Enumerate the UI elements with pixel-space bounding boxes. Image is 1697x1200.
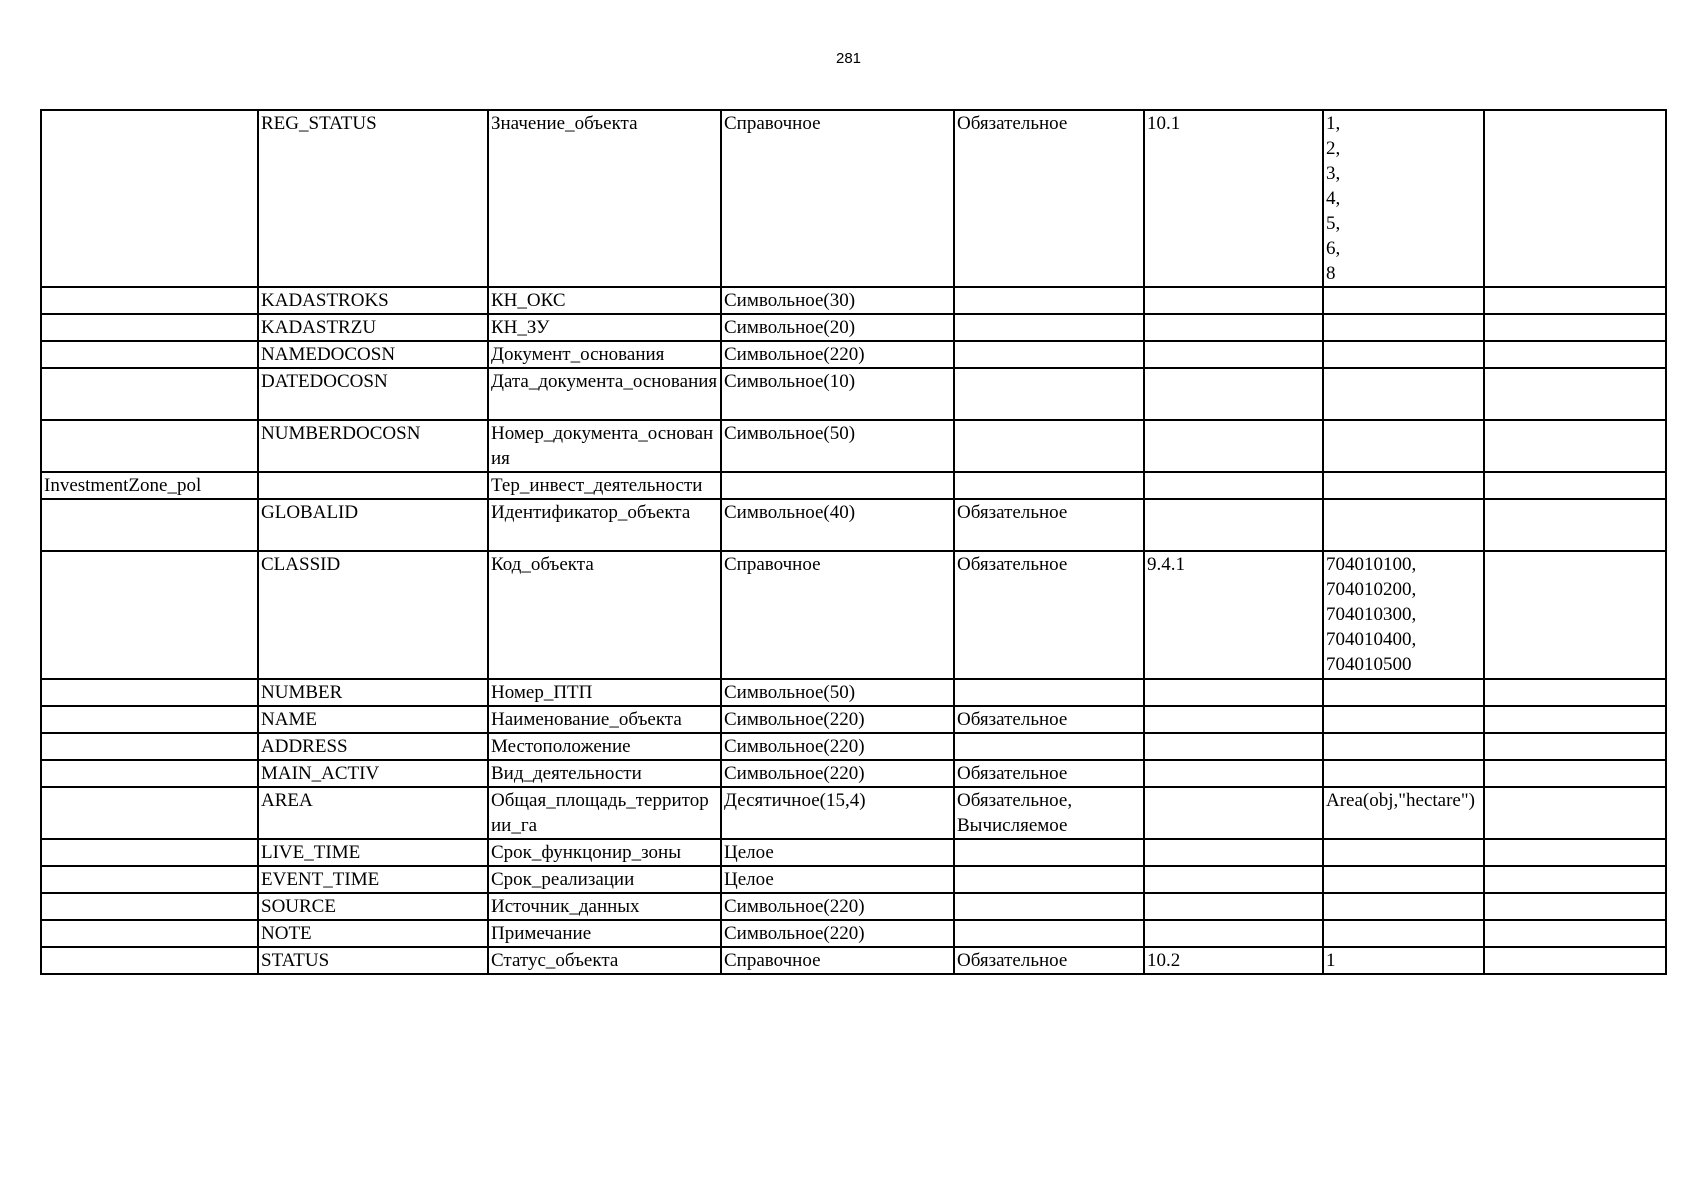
field-alias-cell: Дата_документа_основания (488, 368, 721, 420)
field-alias-cell: Примечание (488, 920, 721, 947)
required-cell: Обязательное (954, 706, 1144, 733)
reference-cell (1144, 760, 1323, 787)
field-alias-cell: КН_ОКС (488, 287, 721, 314)
field-name-cell: LIVE_TIME (258, 839, 488, 866)
field-type-cell: Символьное(50) (721, 679, 954, 706)
notes-cell (1484, 866, 1666, 893)
values-cell: 704010100, 704010200, 704010300, 704010400, 704010500 (1323, 551, 1484, 679)
notes-cell (1484, 947, 1666, 974)
values-cell: Area(obj,"hectare") (1323, 787, 1484, 839)
field-alias-cell: Номер_документа_основания (488, 420, 721, 472)
layer-name-cell (41, 947, 258, 974)
field-type-cell: Символьное(30) (721, 287, 954, 314)
reference-cell (1144, 679, 1323, 706)
values-cell (1323, 368, 1484, 420)
required-cell (954, 893, 1144, 920)
layer-name-cell (41, 787, 258, 839)
field-name-cell: NAMEDOCOSN (258, 341, 488, 368)
values-cell (1323, 341, 1484, 368)
reference-cell (1144, 499, 1323, 551)
required-cell: Обязательное (954, 110, 1144, 287)
values-cell (1323, 839, 1484, 866)
field-name-cell: REG_STATUS (258, 110, 488, 287)
values-cell: 1 (1323, 947, 1484, 974)
field-name-cell: STATUS (258, 947, 488, 974)
field-type-cell: Символьное(50) (721, 420, 954, 472)
field-type-cell: Символьное(20) (721, 314, 954, 341)
notes-cell (1484, 787, 1666, 839)
table-row (41, 787, 1666, 839)
layer-name-cell (41, 733, 258, 760)
field-type-cell: Символьное(220) (721, 733, 954, 760)
field-type-cell: Десятичное(15,4) (721, 787, 954, 839)
table-row (41, 920, 1666, 947)
values-cell (1323, 287, 1484, 314)
field-alias-cell: Местоположение (488, 733, 721, 760)
field-alias-cell: Наименование_объекта (488, 706, 721, 733)
field-name-cell: KADASTRZU (258, 314, 488, 341)
notes-cell (1484, 420, 1666, 472)
field-alias-cell: Общая_площадь_территории_га (488, 787, 721, 839)
reference-cell (1144, 787, 1323, 839)
field-name-cell: SOURCE (258, 893, 488, 920)
layer-name-cell (41, 551, 258, 679)
required-cell (954, 733, 1144, 760)
field-alias-cell: Источник_данных (488, 893, 721, 920)
required-cell: Обязательное (954, 499, 1144, 551)
values-cell (1323, 866, 1484, 893)
required-cell (954, 472, 1144, 499)
values-cell (1323, 314, 1484, 341)
notes-cell (1484, 110, 1666, 287)
reference-cell (1144, 866, 1323, 893)
field-type-cell: Целое (721, 866, 954, 893)
notes-cell (1484, 341, 1666, 368)
layer-name-cell (41, 679, 258, 706)
values-cell (1323, 920, 1484, 947)
layer-name-cell (41, 499, 258, 551)
notes-cell (1484, 760, 1666, 787)
values-cell (1323, 679, 1484, 706)
layer-name-cell (41, 287, 258, 314)
notes-cell (1484, 733, 1666, 760)
table-row (41, 733, 1666, 760)
values-cell: 1, 2, 3, 4, 5, 6, 8 (1323, 110, 1484, 287)
table-row (41, 551, 1666, 679)
required-cell (954, 920, 1144, 947)
values-cell (1323, 893, 1484, 920)
reference-cell (1144, 341, 1323, 368)
table-row (41, 947, 1666, 974)
table-row (41, 679, 1666, 706)
layer-name-cell (41, 839, 258, 866)
table-row (41, 287, 1666, 314)
reference-cell (1144, 287, 1323, 314)
required-cell (954, 679, 1144, 706)
table-row (41, 499, 1666, 551)
field-type-cell: Символьное(220) (721, 341, 954, 368)
values-cell (1323, 733, 1484, 760)
table-row (41, 341, 1666, 368)
table-row (41, 110, 1666, 287)
required-cell (954, 368, 1144, 420)
field-name-cell: DATEDOCOSN (258, 368, 488, 420)
notes-cell (1484, 314, 1666, 341)
field-alias-cell: Код_объекта (488, 551, 721, 679)
field-name-cell: GLOBALID (258, 499, 488, 551)
layer-name-cell (41, 920, 258, 947)
reference-cell (1144, 472, 1323, 499)
notes-cell (1484, 839, 1666, 866)
table-row (41, 420, 1666, 472)
field-alias-cell: Значение_объекта (488, 110, 721, 287)
field-name-cell: MAIN_ACTIV (258, 760, 488, 787)
field-name-cell (258, 472, 488, 499)
layer-name-cell (41, 341, 258, 368)
table-row (41, 472, 1666, 499)
field-type-cell: Справочное (721, 947, 954, 974)
field-name-cell: CLASSID (258, 551, 488, 679)
field-alias-cell: Вид_деятельности (488, 760, 721, 787)
table-row (41, 893, 1666, 920)
reference-cell: 9.4.1 (1144, 551, 1323, 679)
field-type-cell: Символьное(40) (721, 499, 954, 551)
field-alias-cell: Статус_объекта (488, 947, 721, 974)
notes-cell (1484, 920, 1666, 947)
reference-cell: 10.1 (1144, 110, 1323, 287)
table-row (41, 706, 1666, 733)
field-name-cell: AREA (258, 787, 488, 839)
values-cell (1323, 499, 1484, 551)
field-alias-cell: Тер_инвест_деятельности (488, 472, 721, 499)
field-alias-cell: Срок_функцонир_зоны (488, 839, 721, 866)
reference-cell (1144, 920, 1323, 947)
layer-name-cell (41, 314, 258, 341)
required-cell (954, 341, 1144, 368)
required-cell (954, 866, 1144, 893)
field-name-cell: NAME (258, 706, 488, 733)
values-cell (1323, 760, 1484, 787)
required-cell: Обязательное (954, 760, 1144, 787)
field-type-cell: Символьное(220) (721, 760, 954, 787)
reference-cell (1144, 314, 1323, 341)
field-name-cell: ADDRESS (258, 733, 488, 760)
layer-name-cell (41, 893, 258, 920)
attribute-table (40, 109, 1667, 975)
field-type-cell (721, 472, 954, 499)
page-number: 281 (835, 50, 862, 67)
layer-name-cell (41, 760, 258, 787)
notes-cell (1484, 368, 1666, 420)
reference-cell (1144, 839, 1323, 866)
field-type-cell: Символьное(220) (721, 893, 954, 920)
values-cell (1323, 420, 1484, 472)
reference-cell: 10.2 (1144, 947, 1323, 974)
required-cell (954, 287, 1144, 314)
required-cell: Обязательное (954, 551, 1144, 679)
values-cell (1323, 472, 1484, 499)
field-alias-cell: Номер_ПТП (488, 679, 721, 706)
notes-cell (1484, 287, 1666, 314)
layer-name-cell (41, 866, 258, 893)
field-type-cell: Символьное(220) (721, 706, 954, 733)
reference-cell (1144, 706, 1323, 733)
table-row (41, 760, 1666, 787)
field-name-cell: NOTE (258, 920, 488, 947)
values-cell (1323, 706, 1484, 733)
field-name-cell: KADASTROKS (258, 287, 488, 314)
reference-cell (1144, 893, 1323, 920)
notes-cell (1484, 551, 1666, 679)
field-type-cell: Символьное(220) (721, 920, 954, 947)
reference-cell (1144, 420, 1323, 472)
field-type-cell: Целое (721, 839, 954, 866)
table-row (41, 866, 1666, 893)
field-name-cell: NUMBERDOCOSN (258, 420, 488, 472)
field-type-cell: Справочное (721, 110, 954, 287)
layer-name-cell (41, 368, 258, 420)
reference-cell (1144, 368, 1323, 420)
required-cell (954, 839, 1144, 866)
table-row (41, 839, 1666, 866)
notes-cell (1484, 499, 1666, 551)
required-cell: Обязательное (954, 947, 1144, 974)
notes-cell (1484, 706, 1666, 733)
field-alias-cell: КН_ЗУ (488, 314, 721, 341)
field-name-cell: EVENT_TIME (258, 866, 488, 893)
table-row (41, 314, 1666, 341)
required-cell (954, 314, 1144, 341)
notes-cell (1484, 679, 1666, 706)
required-cell: Обязательное, Вычисляемое (954, 787, 1144, 839)
table-body (41, 110, 1666, 974)
layer-name-cell (41, 420, 258, 472)
field-alias-cell: Идентификатор_объекта (488, 499, 721, 551)
layer-name-cell: InvestmentZone_pol (41, 472, 258, 499)
field-alias-cell: Документ_основания (488, 341, 721, 368)
layer-name-cell (41, 706, 258, 733)
notes-cell (1484, 893, 1666, 920)
field-type-cell: Справочное (721, 551, 954, 679)
required-cell (954, 420, 1144, 472)
table-row (41, 368, 1666, 420)
notes-cell (1484, 472, 1666, 499)
field-alias-cell: Срок_реализации (488, 866, 721, 893)
field-type-cell: Символьное(10) (721, 368, 954, 420)
layer-name-cell (41, 110, 258, 287)
reference-cell (1144, 733, 1323, 760)
field-name-cell: NUMBER (258, 679, 488, 706)
